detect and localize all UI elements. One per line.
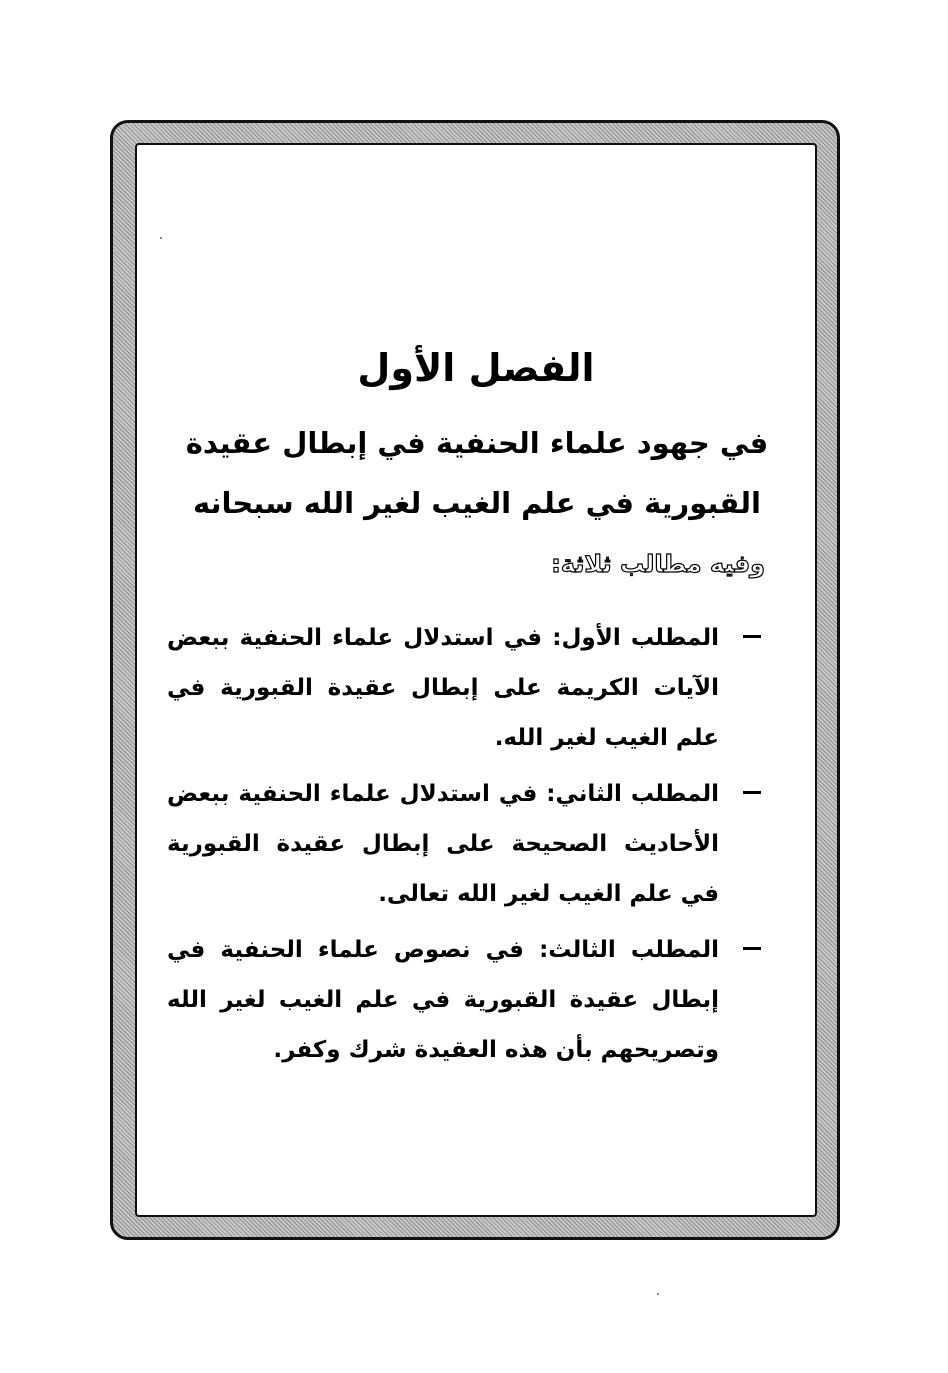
sections-intro: وفيه مطالب ثلاثة: [551,550,765,578]
sections-list [167,613,761,1081]
chapter-title: الفصل الأول [357,346,595,390]
scan-speck [657,1293,659,1295]
section-text: المطلب الثالث: في نصوص علماء الحنفية في إبطال عقيدة القبورية في علم الغيب لغير الله وتصريحهم بأن هذه العقيدة شرك وكفر. [167,937,719,1063]
page-content [137,145,815,1215]
section-text: المطلب الأول: في استدلال علماء الحنفية ببعض الآيات الكريمة على إبطال عقيدة القبورية في علم الغيب لغير الله. [167,625,719,751]
section-text: المطلب الثاني: في استدلال علماء الحنفية ببعض الأحاديث الصحيحة على إبطال عقيدة القبورية في علم الغيب لغير الله تعالى. [167,781,719,907]
scan-speck [160,237,162,239]
list-item [167,769,761,919]
dash-bullet [743,635,761,638]
dash-bullet [743,791,761,794]
page-panel [135,143,817,1217]
decorative-page-border [110,120,840,1240]
chapter-subtitle: في جهود علماء الحنفية في إبطال عقيدة القبورية في علم الغيب لغير الله سبحانه [185,426,769,520]
list-item [167,613,761,763]
list-item [167,925,761,1075]
dash-bullet [743,947,761,950]
